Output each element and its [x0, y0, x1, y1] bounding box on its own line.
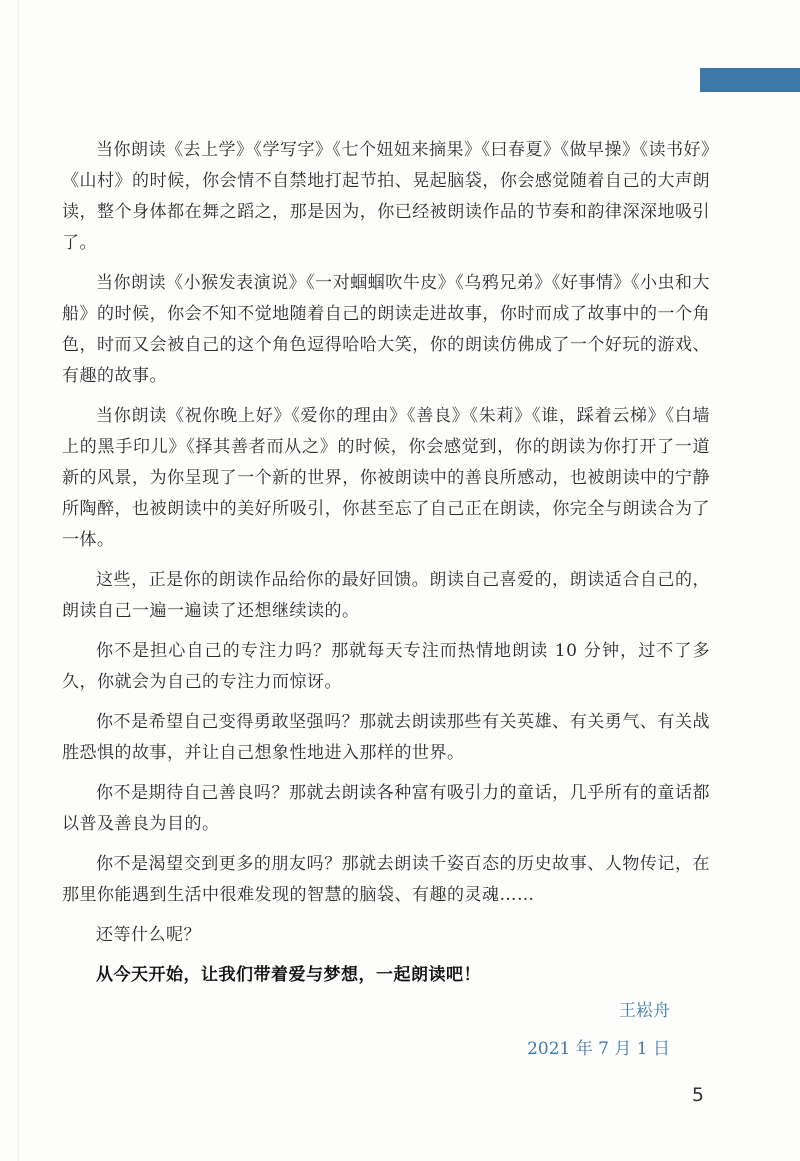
author-name: 王崧舟: [619, 1001, 670, 1021]
page-number: 5: [691, 1084, 704, 1106]
paragraph-4: 这些，正是你的朗读作品给你的最好回馈。朗读自己喜爱的，朗读适合自己的，朗读自己一遍一遍读了还想继续读的。: [62, 570, 710, 621]
paragraph-1: 当你朗读《去上学》《学写字》《七个妞妞来摘果》《曰春夏》《做早操》《读书好》《山村》的时候，你会情不自禁地打起节拍、晃起脑袋，你会感觉随着自己的大声朗读，整个身体都在舞之蹈之，那是因为，你已经被朗读作品的节奏和韵律深深地吸引了。: [62, 140, 710, 253]
paragraph-7: 你不是期待自己善良吗？那就去朗读各种富有吸引力的童话，几乎所有的童话都以普及善良为目的。: [62, 783, 710, 834]
chapter-tab-marker: [700, 68, 800, 92]
signature-date: 2021 年 7 月 1 日: [527, 1039, 670, 1059]
closing-statement: 从今天开始，让我们带着爱与梦想，一起朗读吧！: [96, 965, 481, 985]
paragraph-2: 当你朗读《小猴发表演说》《一对蝈蝈吹牛皮》《乌鸦兄弟》《好事情》《小虫和大船》的时候，你会不知不觉地随着自己的朗读走进故事，你时而成了故事中的一个角色，时而又会被自己的这个角色逗得哈哈大笑，你的朗读仿佛成了一个好玩的游戏、有趣的故事。: [62, 273, 710, 386]
paragraph-8: 你不是渴望交到更多的朋友吗？那就去朗读千姿百态的历史故事、人物传记，在那里你能遇到生活中很难发现的智慧的脑袋、有趣的灵魂……: [62, 854, 710, 905]
paragraph-5: 你不是担心自己的专注力吗？那就每天专注而热情地朗读 10 分钟，过不了多久，你就会为自己的专注力而惊讶。: [62, 641, 710, 692]
paragraph-3: 当你朗读《祝你晚上好》《爱你的理由》《善良》《朱莉》《谁，踩着云梯》《白墙上的黑手印儿》《择其善者而从之》的时候，你会感觉到，你的朗读为你打开了一道新的风景，为你呈现了一个新的世界，你被朗读中的善良所感动，也被朗读中的宁静所陶醉，也被朗读中的美好所吸引，你甚至忘了自己正在朗读，你完全与朗读合为了一体。: [62, 406, 710, 550]
paragraph-9: 还等什么呢？: [96, 925, 201, 945]
binding-gutter-line: [18, 0, 19, 1161]
body-text: [62, 135, 710, 1000]
paragraph-6: 你不是希望自己变得勇敢坚强吗？那就去朗读那些有关英雄、有关勇气、有关战胜恐惧的故事，并让自己想象性地进入那样的世界。: [62, 712, 710, 763]
signature-block: [527, 996, 670, 1065]
